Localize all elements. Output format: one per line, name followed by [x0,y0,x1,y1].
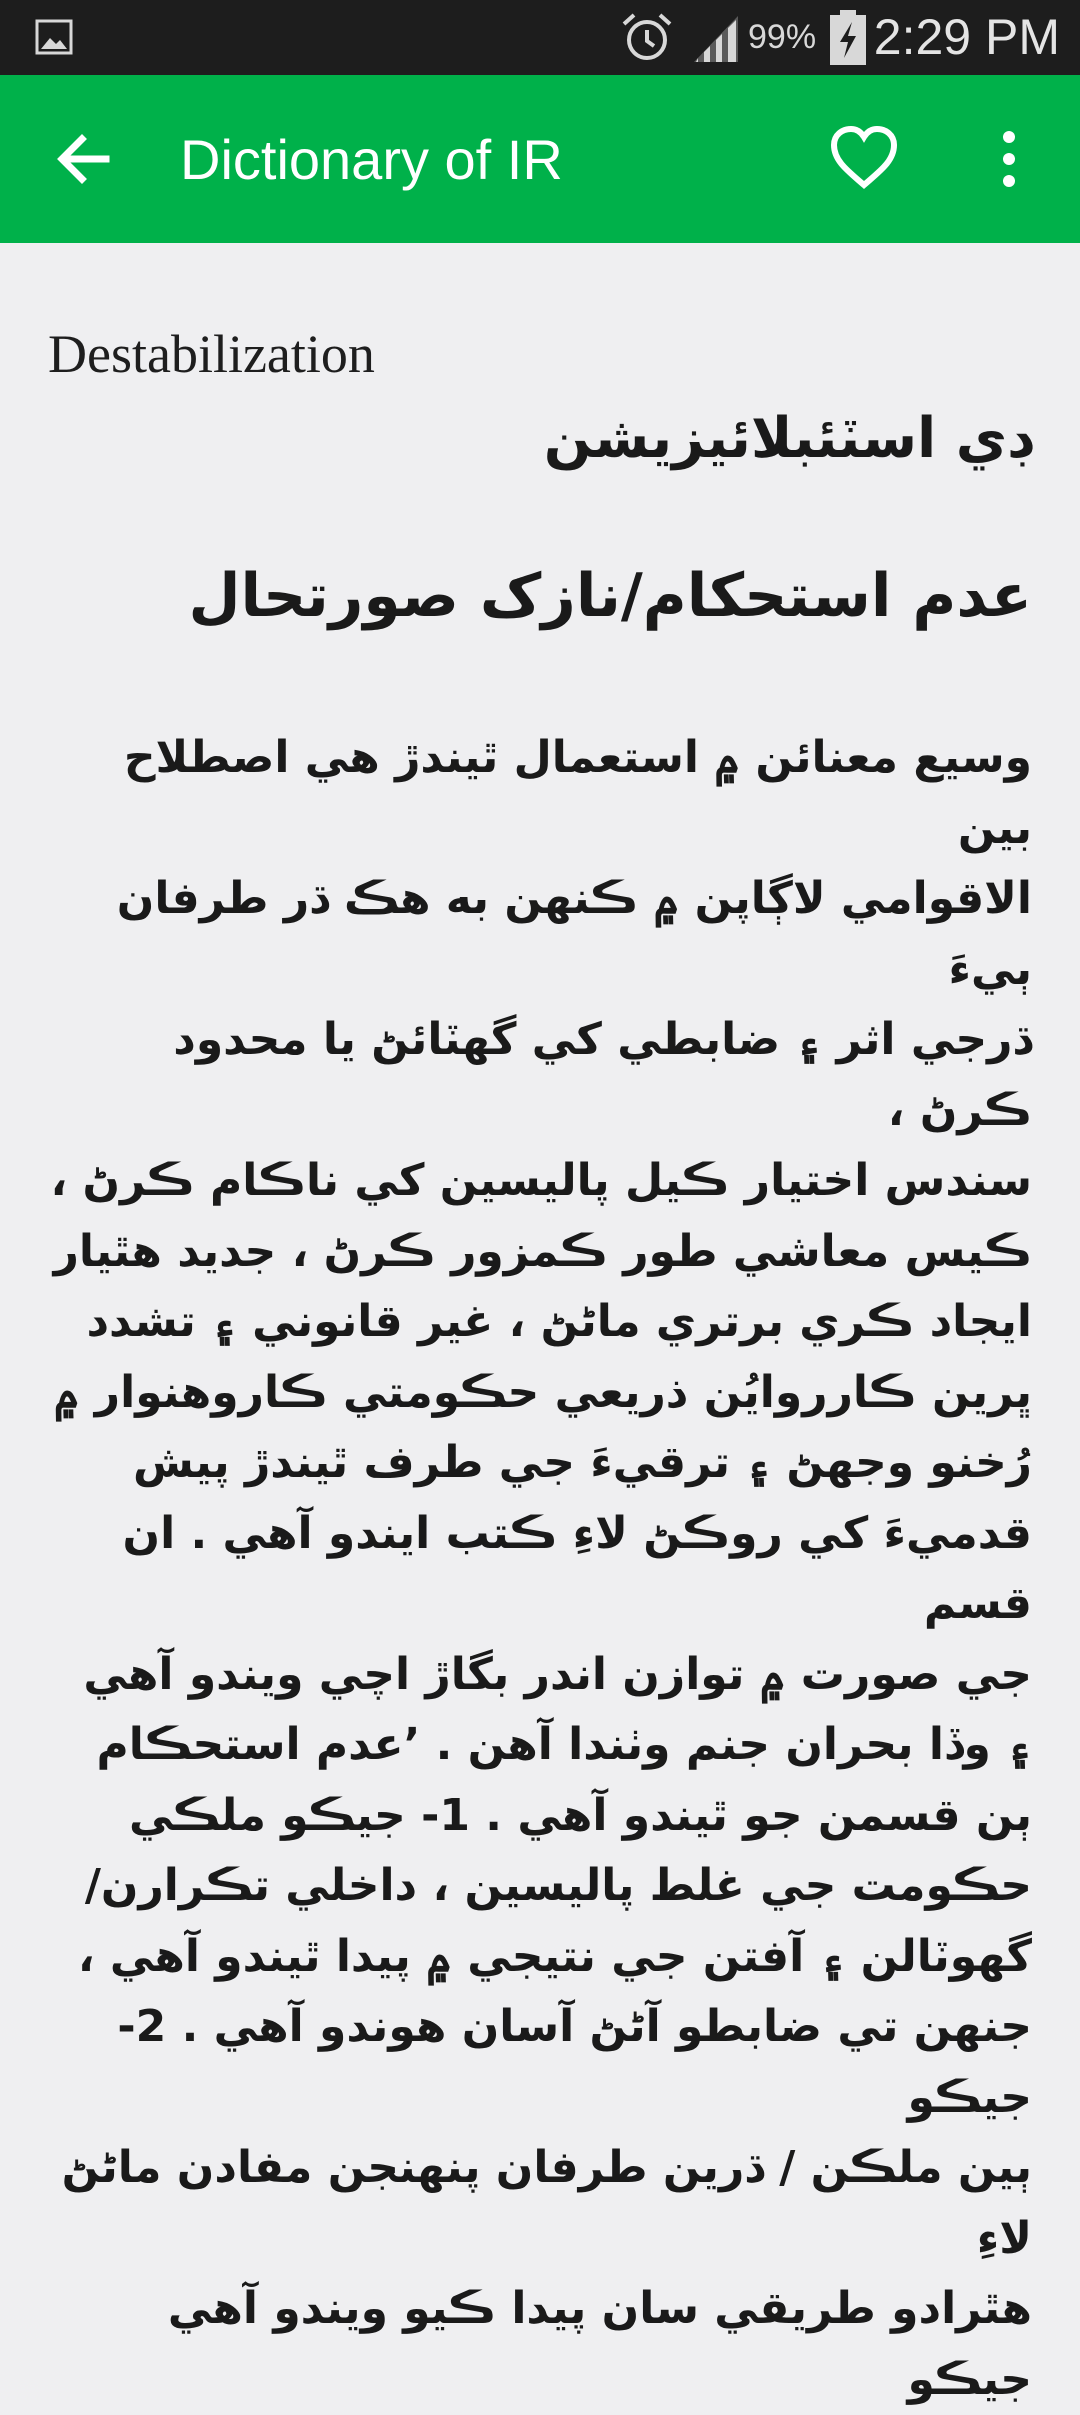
definition-line: الاقوامي لاڳاپن ۾ ڪنهن به هڪ ڌر طرفان ٻيءَ [116,873,1032,995]
definition-line: وسيع معنائن ۾ استعمال ٿيندڙ هي اصطلاح بين [123,732,1032,854]
definition-line: جنهن تي ضابطو آڻڻ آسان هوندو آهي . 2- جيڪو [117,2001,1032,2123]
definition-line: ٻين ملڪن / ڌرين طرفان پنهنجن مفادن ماڻڻ لاءِ [61,2142,1032,2264]
overflow-menu-button[interactable] [985,123,1033,195]
battery-percent: 99% [748,18,817,56]
term-urdu: عدم استحکام/نازک صورتحال [188,561,1032,631]
definition-line: سندس اختيار ڪيل پاليسين کي ناڪام ڪرڻ ، [50,1155,1032,1206]
heart-outline-icon [828,180,900,199]
definition-line: ڪيس معاشي طور ڪمزور ڪرڻ ، جديد هٿيار [53,1225,1032,1277]
page-title: Dictionary of IR [180,128,563,191]
alarm-icon [620,12,674,68]
definition-line: ٻن قسمن جو ٿيندو آهي . 1- جيڪو ملڪي [129,1789,1032,1841]
definition-text [48,723,1032,2415]
battery-charging-icon [828,10,868,70]
entry-content[interactable] [0,243,1080,2405]
arrow-left-icon [48,180,120,199]
definition-line: جي صورت ۾ توازن اندر بگاڙ اچي ويندو آهي [83,1648,1032,1700]
definition-line: ڀرين ڪارروايُن ذريعي حڪومتي ڪاروهنوار ۾ [53,1366,1032,1418]
definition-line: ۽ وڏا بحران جنم وٺندا آهن . ’عدم استحڪام [96,1719,1032,1770]
signal-icon [690,12,742,68]
definition-line: ڌرجي اثر ۽ ضابطي کي گهٽائڻ يا محدود ڪرڻ ، [173,1014,1032,1136]
definition-line: حڪومت جي غلط پاليسين ، داخلي تڪرارن/ [84,1860,1032,1911]
definition-line: رُخنو وجهڻ ۽ ترقيءَ جي طرف ٿيندڙ پيش [132,1437,1032,1488]
term-english: Destabilization [48,324,375,384]
definition-line: قدميءَ کي روڪڻ لاءِ ڪتب ايندو آهي . ان قسم [122,1507,1032,1629]
term-sindhi: ڊي اسٽئبلائيزيشن [543,406,1032,471]
back-button[interactable] [48,123,120,195]
favorite-button[interactable] [828,123,900,195]
clock: 2:29 PM [873,9,1060,65]
status-bar [0,0,1080,75]
more-vert-icon [985,180,1033,199]
definition-line: گهوٽالن ۽ آفتن جي نتيجي ۾ پيدا ٿيندو آهي ، [77,1930,1032,1982]
definition-line: هٿرادو طريقي سان پيدا ڪيو ويندو آهي جيڪو [167,2283,1032,2405]
gallery-icon [35,19,73,59]
app-bar [0,75,1080,243]
definition-line: ايجاد ڪري برتري ماڻڻ ، غير قانوني ۽ تشدد [86,1296,1032,1347]
